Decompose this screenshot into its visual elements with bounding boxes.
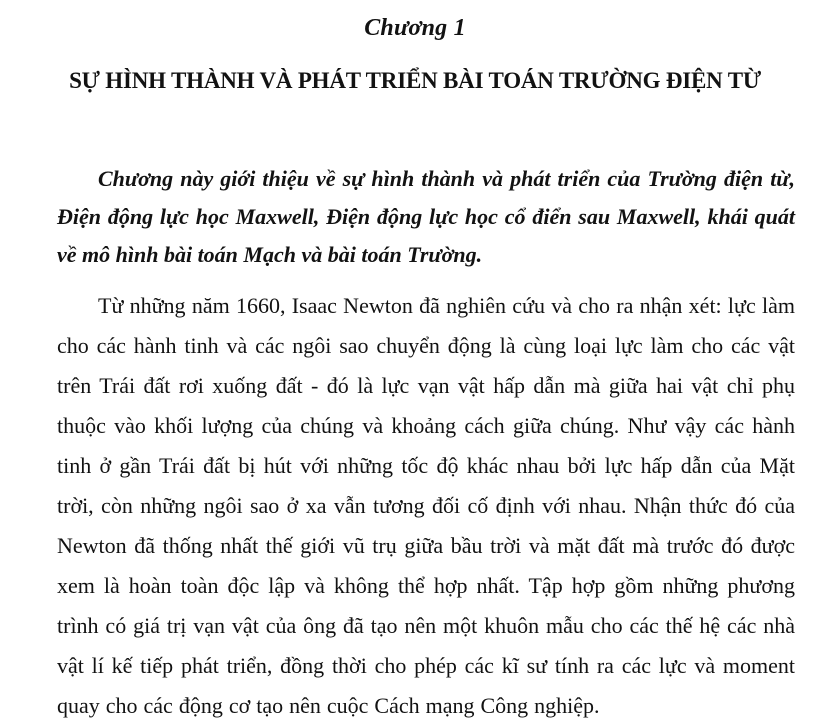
chapter-title: SỰ HÌNH THÀNH VÀ PHÁT TRIỂN BÀI TOÁN TRƯỜNG ĐIỆN TỪ <box>69 68 761 93</box>
body-paragraph: Từ những năm 1660, Isaac Newton đã nghiên cứu và cho ra nhận xét: lực làm cho các hành tinh và các ngôi sao chuyển động là cùng loại lực làm cho các vật trên Trái đất rơi xuống đất - đó là lực vạn vật hấp dẫn mà giữa hai vật chỉ phụ thuộc vào khối lượng của chúng và khoảng cách giữa chúng. Như vậy các hành tinh ở gần Trái đất bị hút với những tốc độ khác nhau bởi lực hấp dẫn của Mặt trời, còn những ngôi sao ở xa vẫn tương đối cố định với nhau. Nhận thức đó của Newton đã thống nhất thế giới vũ trụ giữa bầu trời và mặt đất mà trước đó được xem là hoàn toàn độc lập và không thể hợp nhất. Tập hợp gồm những phương trình có giá trị vạn vật của ông đã tạo nên một khuôn mẫu cho các thế hệ các nhà vật lí kế tiếp phát triển, đồng thời cho phép các kĩ sư tính ra các lực và moment quay cho các động cơ tạo nên cuộc Cách mạng Công nghiệp. <box>57 293 795 718</box>
chapter-abstract: Chương này giới thiệu về sự hình thành và phát triển của Trường điện từ, Điện động lực học Maxwell, Điện động lực học cổ điển sau Maxwell, khái quát về mô hình bài toán Mạch và bài toán Trường. <box>57 166 795 267</box>
chapter-label: Chương 1 <box>364 15 466 41</box>
